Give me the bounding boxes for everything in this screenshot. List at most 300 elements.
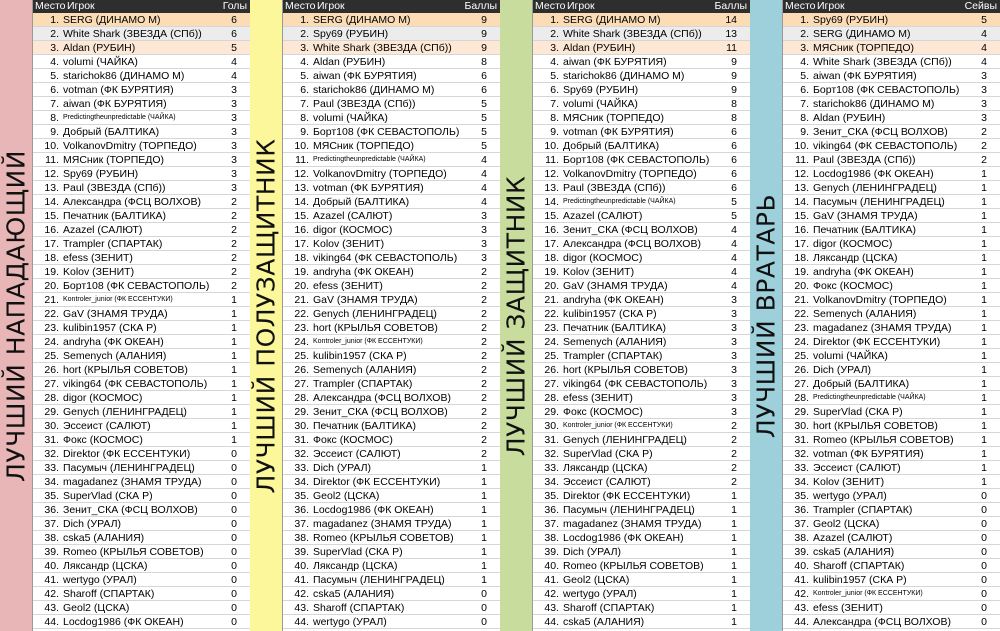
row-value: 2	[481, 448, 487, 460]
row-rank: 6.	[800, 84, 809, 96]
header-player: Игрок	[317, 0, 345, 12]
table-row	[33, 209, 251, 223]
row-rank: 44.	[794, 616, 809, 628]
row-player: Sharoff (СПАРТАК)	[563, 602, 655, 614]
row-rank: 2.	[300, 28, 309, 40]
table-row	[783, 349, 1000, 363]
row-rank: 10.	[294, 140, 309, 152]
row-rank: 40.	[544, 560, 559, 572]
row-rank: 3.	[800, 42, 809, 54]
row-rank: 23.	[544, 322, 559, 334]
row-player: VolkanovDmitry (ТОРПЕДО)	[63, 140, 197, 152]
table-row	[283, 503, 501, 517]
table-row	[283, 601, 501, 615]
row-rank: 7.	[800, 98, 809, 110]
row-value: 1	[231, 378, 237, 390]
row-value: 0	[231, 504, 237, 516]
row-player: aiwan (ФК БУРЯТИЯ)	[563, 56, 667, 68]
table-row	[533, 237, 751, 251]
table-row	[783, 559, 1000, 573]
row-value: 1	[981, 420, 987, 432]
row-value: 1	[731, 490, 737, 502]
row-rank: 6.	[300, 84, 309, 96]
table-row	[33, 251, 251, 265]
row-player: Trampler (СПАРТАК)	[813, 504, 913, 516]
row-rank: 42.	[794, 588, 809, 600]
row-value: 14	[725, 14, 737, 26]
row-value: 1	[231, 294, 237, 306]
row-value: 4	[481, 196, 487, 208]
table-row	[283, 377, 501, 391]
row-rank: 24.	[544, 336, 559, 348]
table-header	[783, 0, 1000, 13]
table-row	[283, 461, 501, 475]
row-player: White Shark (ЗВЕЗДА (СПб))	[313, 42, 452, 54]
table-row	[533, 615, 751, 629]
row-value: 0	[231, 574, 237, 586]
row-value: 0	[231, 588, 237, 600]
row-player: votman (ФК БУРЯТИЯ)	[63, 84, 174, 96]
row-player: Aldan (РУБИН)	[63, 42, 136, 54]
row-value: 5	[481, 98, 487, 110]
row-rank: 7.	[550, 98, 559, 110]
table-row	[283, 167, 501, 181]
row-player: SuperVlad (СКА Р)	[313, 546, 403, 558]
table-row	[533, 181, 751, 195]
row-value: 0	[231, 490, 237, 502]
row-value: 1	[731, 504, 737, 516]
row-rank: 5.	[800, 70, 809, 82]
row-player: Romeo (КРЫЛЬЯ СОВЕТОВ)	[313, 532, 454, 544]
table-row	[33, 419, 251, 433]
table-row	[283, 433, 501, 447]
row-rank: 5.	[300, 70, 309, 82]
table-row	[783, 447, 1000, 461]
row-value: 3	[231, 84, 237, 96]
row-rank: 13.	[544, 182, 559, 194]
row-player: kulibin1957 (СКА Р)	[63, 322, 157, 334]
row-rank: 21.	[794, 294, 809, 306]
table-row	[33, 83, 251, 97]
row-rank: 15.	[44, 210, 59, 222]
row-value: 9	[731, 70, 737, 82]
row-value: 4	[481, 182, 487, 194]
table-row	[33, 27, 251, 41]
header-player: Игрок	[67, 0, 95, 12]
row-value: 0	[981, 616, 987, 628]
row-value: 8	[731, 112, 737, 124]
table-row	[533, 447, 751, 461]
row-value: 1	[231, 322, 237, 334]
table-row	[533, 349, 751, 363]
row-value: 0	[231, 462, 237, 474]
row-player: wertygo (УРАЛ)	[313, 616, 387, 628]
table-row	[33, 363, 251, 377]
row-value: 6	[731, 168, 737, 180]
row-player: magadanez (ЗНАМЯ ТРУДА)	[813, 322, 952, 334]
row-player: viking64 (ФК СЕВАСТОПОЛЬ)	[563, 378, 708, 390]
table-row	[783, 503, 1000, 517]
row-player: wertygo (УРАЛ)	[813, 490, 887, 502]
row-value: 1	[981, 308, 987, 320]
table-row	[283, 489, 501, 503]
row-value: 2	[231, 224, 237, 236]
row-rank: 16.	[294, 224, 309, 236]
table-row	[533, 97, 751, 111]
table-row	[33, 195, 251, 209]
table-row	[283, 559, 501, 573]
table-row	[783, 153, 1000, 167]
header-value: Голы	[222, 0, 247, 12]
stats-table-midfielder	[283, 0, 501, 631]
table-row	[283, 111, 501, 125]
table-row	[533, 545, 751, 559]
row-rank: 3.	[50, 42, 59, 54]
row-player: Kontroler_junior (ФК ЕССЕНТУКИ)	[313, 338, 423, 345]
row-player: Печатник (БАЛТИКА)	[813, 224, 916, 236]
row-player: andryha (ФК ОКЕАН)	[563, 294, 664, 306]
row-rank: 38.	[544, 532, 559, 544]
table-row	[533, 265, 751, 279]
row-value: 3	[731, 364, 737, 376]
table-row	[533, 307, 751, 321]
row-player: Locdog1986 (ФК ОКЕАН)	[313, 504, 434, 516]
row-value: 4	[981, 42, 987, 54]
row-player: Фокс (КОСМОС)	[63, 434, 143, 446]
header-player: Игрок	[817, 0, 845, 12]
table-row	[533, 223, 751, 237]
row-player: Kolov (ЗЕНИТ)	[63, 266, 135, 278]
row-rank: 11.	[795, 154, 809, 166]
row-rank: 39.	[44, 546, 59, 558]
row-value: 11	[726, 42, 737, 54]
row-rank: 24.	[44, 336, 59, 348]
row-value: 2	[731, 420, 737, 432]
row-value: 3	[481, 224, 487, 236]
row-player: andryha (ФК ОКЕАН)	[813, 266, 914, 278]
row-player: Эссеист (САЛЮТ)	[813, 462, 901, 474]
table-row	[533, 321, 751, 335]
table-row	[783, 321, 1000, 335]
table-row	[283, 13, 501, 27]
row-player: Добрый (БАЛТИКА)	[313, 196, 410, 208]
row-value: 1	[981, 364, 987, 376]
row-rank: 36.	[794, 504, 809, 516]
row-rank: 4.	[50, 56, 59, 68]
row-player: Paul (ЗВЕЗДА (СПб))	[813, 154, 916, 166]
row-value: 4	[981, 28, 987, 40]
row-player: Ляксандр (ЦСКА)	[63, 560, 148, 572]
row-rank: 9.	[550, 126, 559, 138]
table-row	[283, 265, 501, 279]
row-value: 2	[481, 322, 487, 334]
row-player: Добрый (БАЛТИКА)	[63, 126, 160, 138]
row-value: 3	[981, 98, 987, 110]
row-rank: 5.	[50, 70, 59, 82]
table-row	[533, 139, 751, 153]
row-player: Sharoff (СПАРТАК)	[63, 588, 155, 600]
row-rank: 35.	[44, 490, 59, 502]
row-rank: 27.	[544, 378, 559, 390]
row-value: 5	[731, 196, 737, 208]
row-rank: 8.	[550, 112, 559, 124]
table-row	[33, 111, 251, 125]
row-rank: 35.	[794, 490, 809, 502]
row-player: МЯСник (ТОРПЕДО)	[63, 154, 165, 166]
table-row	[783, 475, 1000, 489]
row-value: 0	[231, 560, 237, 572]
table-row	[33, 461, 251, 475]
table-row	[783, 41, 1000, 55]
row-value: 0	[981, 504, 987, 516]
row-player: Ляксандр (ЦСКА)	[563, 462, 648, 474]
row-value: 1	[481, 546, 487, 558]
row-player: hort (КРЫЛЬЯ СОВЕТОВ)	[813, 420, 938, 432]
row-rank: 24.	[294, 336, 309, 348]
row-rank: 26.	[294, 364, 309, 376]
table-row	[283, 139, 501, 153]
row-player: Kolov (ЗЕНИТ)	[563, 266, 635, 278]
row-rank: 41.	[544, 574, 559, 586]
row-player: magadanez (ЗНАМЯ ТРУДА)	[313, 518, 452, 530]
row-player: Semenych (АЛАНИЯ)	[813, 308, 917, 320]
row-value: 3	[731, 294, 737, 306]
row-rank: 36.	[544, 504, 559, 516]
table-row	[33, 475, 251, 489]
row-player: Александра (ФСЦ ВОЛХОВ)	[63, 196, 201, 208]
row-player: Dich (УРАЛ)	[813, 364, 872, 376]
row-value: 1	[981, 224, 987, 236]
row-rank: 5.	[550, 70, 559, 82]
row-value: 1	[981, 182, 987, 194]
row-player: Борт108 (ФК СЕВАСТОПОЛЬ)	[313, 126, 460, 138]
row-rank: 43.	[44, 602, 59, 614]
row-player: hort (КРЫЛЬЯ СОВЕТОВ)	[313, 322, 438, 334]
table-row	[283, 41, 501, 55]
row-player: efess (ЗЕНИТ)	[63, 252, 133, 264]
row-rank: 4.	[800, 56, 809, 68]
row-rank: 44.	[44, 616, 59, 628]
row-value: 0	[231, 448, 237, 460]
table-row	[783, 265, 1000, 279]
row-player: Semenych (АЛАНИЯ)	[63, 350, 167, 362]
table-row	[283, 545, 501, 559]
row-rank: 44.	[544, 616, 559, 628]
row-player: Пасумыч (ЛЕНИНГРАДЕЦ)	[813, 196, 945, 208]
row-rank: 12.	[44, 168, 59, 180]
row-value: 4	[231, 70, 237, 82]
row-rank: 22.	[294, 308, 309, 320]
row-value: 2	[981, 126, 987, 138]
row-player: viking64 (ФК СЕВАСТОПОЛЬ)	[813, 140, 958, 152]
row-value: 3	[981, 112, 987, 124]
row-rank: 19.	[544, 266, 559, 278]
row-player: digor (КОСМОС)	[63, 392, 143, 404]
row-value: 4	[731, 224, 737, 236]
table-row	[33, 447, 251, 461]
row-value: 6	[231, 28, 237, 40]
row-player: Kontroler_junior (ФК ЕССЕНТУКИ)	[63, 296, 173, 303]
row-rank: 28.	[794, 392, 809, 404]
row-value: 0	[231, 546, 237, 558]
row-player: Aldan (РУБИН)	[563, 42, 636, 54]
category-band-defender	[500, 0, 533, 631]
row-player: VolkanovDmitry (ТОРПЕДО)	[563, 168, 697, 180]
table-row	[33, 125, 251, 139]
row-rank: 9.	[800, 126, 809, 138]
row-rank: 39.	[544, 546, 559, 558]
table-row	[783, 545, 1000, 559]
row-rank: 43.	[544, 602, 559, 614]
row-value: 1	[981, 294, 987, 306]
header-rank: Место	[35, 0, 66, 12]
row-player: Predictingtheunpredictable (ЧАЙКА)	[63, 114, 176, 121]
row-rank: 26.	[544, 364, 559, 376]
table-row	[33, 489, 251, 503]
row-rank: 39.	[294, 546, 309, 558]
table-row	[33, 307, 251, 321]
row-player: viking64 (ФК СЕВАСТОПОЛЬ)	[313, 252, 458, 264]
table-row	[533, 153, 751, 167]
category-title: ЛУЧШИЙ НАПАДАЮЩИЙ	[1, 149, 31, 482]
row-rank: 22.	[544, 308, 559, 320]
row-player: Kontroler_junior (ФК ЕССЕНТУКИ)	[813, 590, 923, 597]
category-band-midfielder	[250, 0, 283, 631]
row-rank: 1.	[50, 14, 59, 26]
row-rank: 31.	[294, 434, 309, 446]
row-rank: 41.	[794, 574, 809, 586]
row-player: Пасумыч (ЛЕНИНГРАДЕЦ)	[563, 504, 695, 516]
row-player: volumi (ЧАЙКА)	[563, 98, 638, 110]
row-value: 13	[725, 28, 737, 40]
row-rank: 14.	[544, 196, 559, 208]
row-player: Фокс (КОСМОС)	[563, 406, 643, 418]
table-row	[783, 279, 1000, 293]
row-value: 1	[981, 406, 987, 418]
row-player: Aldan (РУБИН)	[313, 56, 386, 68]
table-row	[533, 69, 751, 83]
row-value: 6	[481, 84, 487, 96]
row-player: GaV (ЗНАМЯ ТРУДА)	[313, 294, 418, 306]
row-rank: 31.	[794, 434, 809, 446]
row-value: 0	[481, 602, 487, 614]
row-value: 3	[731, 336, 737, 348]
row-value: 1	[731, 560, 737, 572]
row-rank: 34.	[544, 476, 559, 488]
row-rank: 9.	[300, 126, 309, 138]
row-value: 9	[481, 42, 487, 54]
row-value: 3	[481, 252, 487, 264]
table-row	[33, 615, 251, 629]
row-rank: 30.	[294, 420, 309, 432]
row-player: Geol2 (ЦСКА)	[563, 574, 630, 586]
table-row	[283, 349, 501, 363]
row-player: starichok86 (ДИНАМО М)	[63, 70, 185, 82]
row-value: 8	[731, 98, 737, 110]
table-row	[783, 587, 1000, 601]
table-row	[533, 209, 751, 223]
row-rank: 21.	[294, 294, 309, 306]
category-title: ЛУЧШИЙ ПОЛУЗАЩИТНИК	[251, 138, 281, 493]
row-value: 2	[481, 420, 487, 432]
row-value: 3	[231, 112, 237, 124]
row-rank: 39.	[794, 546, 809, 558]
row-value: 1	[481, 532, 487, 544]
table-row	[33, 391, 251, 405]
table-row	[783, 335, 1000, 349]
row-value: 3	[231, 168, 237, 180]
row-rank: 32.	[544, 448, 559, 460]
row-value: 6	[481, 70, 487, 82]
table-row	[533, 489, 751, 503]
row-rank: 15.	[544, 210, 559, 222]
row-player: Александра (ФСЦ ВОЛХОВ)	[563, 238, 701, 250]
row-player: cska5 (АЛАНИЯ)	[563, 616, 645, 628]
table-row	[783, 27, 1000, 41]
row-value: 1	[981, 168, 987, 180]
table-row	[283, 307, 501, 321]
row-rank: 35.	[294, 490, 309, 502]
row-rank: 35.	[544, 490, 559, 502]
row-player: МЯСник (ТОРПЕДО)	[313, 140, 415, 152]
row-rank: 42.	[44, 588, 59, 600]
row-rank: 1.	[300, 14, 309, 26]
row-value: 3	[731, 406, 737, 418]
row-value: 0	[481, 616, 487, 628]
row-value: 6	[731, 154, 737, 166]
row-value: 2	[231, 196, 237, 208]
row-value: 1	[731, 532, 737, 544]
row-rank: 25.	[794, 350, 809, 362]
table-row	[33, 503, 251, 517]
row-rank: 8.	[50, 112, 59, 124]
row-value: 1	[481, 490, 487, 502]
row-player: Azazel (САЛЮТ)	[313, 210, 393, 222]
table-row	[533, 41, 751, 55]
row-player: White Shark (ЗВЕЗДА (СПб))	[813, 56, 952, 68]
row-player: digor (КОСМОС)	[813, 238, 893, 250]
row-value: 1	[231, 364, 237, 376]
row-value: 9	[731, 56, 737, 68]
row-player: efess (ЗЕНИТ)	[563, 392, 633, 404]
table-row	[783, 377, 1000, 391]
row-player: SuperVlad (СКА Р)	[563, 448, 653, 460]
row-player: Эссеист (САЛЮТ)	[63, 420, 151, 432]
row-player: Locdog1986 (ФК ОКЕАН)	[813, 168, 934, 180]
row-rank: 37.	[294, 518, 309, 530]
row-player: SuperVlad (СКА Р)	[63, 490, 153, 502]
category-title: ЛУЧШИЙ ВРАТАРЬ	[751, 193, 781, 438]
row-player: Predictingtheunpredictable (ЧАЙКА)	[563, 198, 676, 205]
row-rank: 36.	[44, 504, 59, 516]
row-player: kulibin1957 (СКА Р)	[313, 350, 407, 362]
row-player: Печатник (БАЛТИКА)	[563, 322, 666, 334]
row-player: Sharoff (СПАРТАК)	[313, 602, 405, 614]
table-row	[283, 27, 501, 41]
row-rank: 25.	[294, 350, 309, 362]
table-row	[533, 293, 751, 307]
table-row	[33, 517, 251, 531]
table-row	[783, 125, 1000, 139]
row-rank: 34.	[294, 476, 309, 488]
row-value: 3	[231, 140, 237, 152]
row-player: Direktor (ФК ЕССЕНТУКИ)	[313, 476, 441, 488]
row-player: Печатник (БАЛТИКА)	[63, 210, 166, 222]
row-rank: 8.	[300, 112, 309, 124]
row-value: 0	[231, 518, 237, 530]
table-row	[783, 531, 1000, 545]
row-rank: 25.	[44, 350, 59, 362]
